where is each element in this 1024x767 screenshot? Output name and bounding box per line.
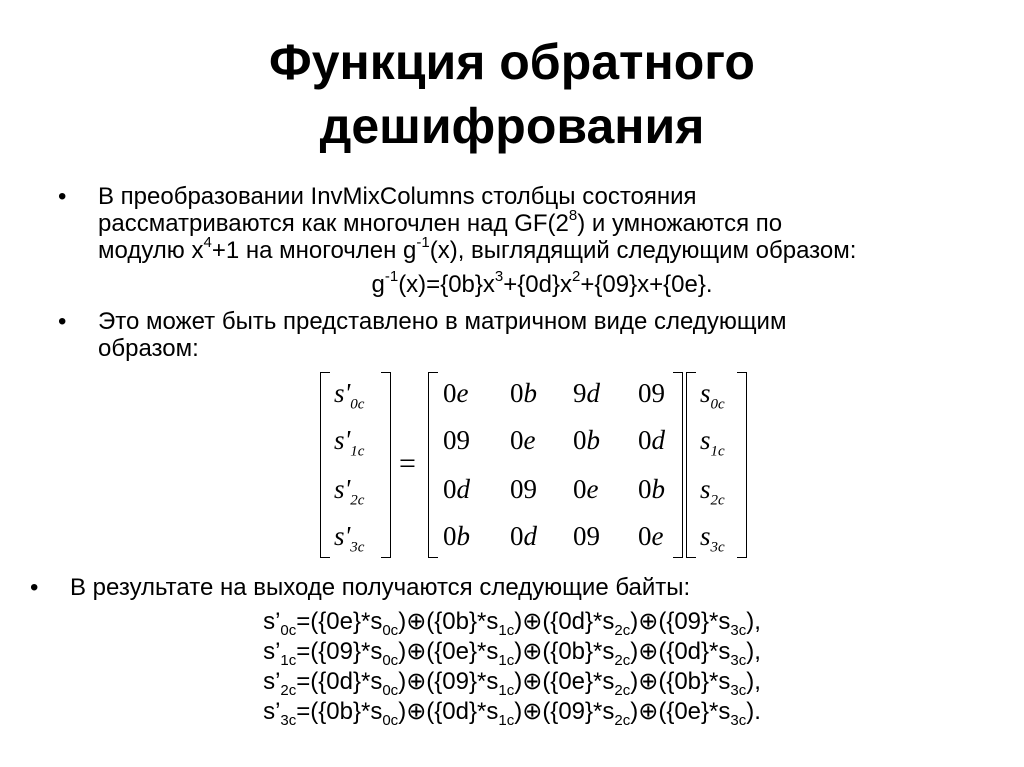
bullet-3-text: В результате на выходе получаются следующие байты: bbox=[70, 574, 691, 601]
subscript: 3c bbox=[730, 681, 747, 699]
rhs-vector-entry: $s_{1c}$ bbox=[700, 425, 725, 460]
equation-term: ({0e}*s bbox=[310, 608, 383, 635]
subscript: 2c bbox=[614, 711, 631, 729]
matrix-right-bracket bbox=[673, 372, 683, 558]
bullet-dot: • bbox=[30, 574, 39, 601]
formula-part: +{09}x+{0e}. bbox=[580, 271, 713, 298]
equation-lhs: s’ bbox=[263, 698, 281, 725]
subscript: 1c bbox=[498, 621, 515, 639]
equation-term: ) bbox=[630, 638, 639, 665]
equation-lhs: s’ bbox=[263, 608, 281, 635]
xor-symbol: ⊕ bbox=[638, 698, 659, 725]
subscript: 3c bbox=[280, 711, 297, 729]
slide-title bbox=[0, 30, 1024, 158]
equation-term: ({09}*s bbox=[542, 698, 615, 725]
superscript: 2 bbox=[572, 268, 581, 285]
equation-term: ({0d}*s bbox=[658, 638, 731, 665]
superscript: 3 bbox=[494, 268, 504, 285]
equals-symbol: = bbox=[296, 608, 311, 635]
matrix-coefficient: 0d bbox=[510, 521, 537, 551]
subscript: 0c bbox=[280, 621, 297, 639]
matrix-coefficient: 0e bbox=[638, 521, 664, 551]
matrix-right-bracket bbox=[381, 372, 391, 558]
bullet-2-line-1: Это может быть представлено в матричном виде следующим bbox=[98, 308, 787, 335]
equation-term: ) bbox=[398, 638, 407, 665]
rhs-vector-entry: $s_{0c}$ bbox=[700, 378, 725, 413]
subscript: 2c bbox=[614, 621, 631, 639]
equation-term: ({0e}*s bbox=[426, 638, 499, 665]
xor-symbol: ⊕ bbox=[638, 668, 659, 695]
equation-term: ) bbox=[630, 608, 639, 635]
equation-term: ({0e}*s bbox=[542, 668, 615, 695]
superscript: -1 bbox=[384, 268, 399, 285]
xor-symbol: ⊕ bbox=[406, 698, 427, 725]
equation-term: ({0b}*s bbox=[310, 698, 383, 725]
output-equation bbox=[0, 697, 1024, 727]
matrix-coefficient: 0b bbox=[443, 521, 470, 551]
equation-term: ({0b}*s bbox=[658, 668, 731, 695]
matrix-coefficient: 0d bbox=[443, 474, 470, 504]
formula-part: g bbox=[371, 271, 385, 298]
equation-term: ) bbox=[398, 698, 407, 725]
text-part: +1 на многочлен g bbox=[211, 237, 417, 264]
subscript: 3c bbox=[730, 621, 747, 639]
rhs-vector-entry: $s_{3c}$ bbox=[700, 521, 725, 556]
matrix-coefficient: 0e bbox=[443, 378, 469, 408]
subscript: 1c bbox=[498, 651, 515, 669]
output-equation bbox=[0, 667, 1024, 697]
subscript: 0c bbox=[382, 621, 399, 639]
bullet-2-text bbox=[98, 308, 786, 362]
matrix-coefficient: 0d bbox=[638, 425, 665, 455]
subscript: 2c bbox=[614, 681, 631, 699]
lhs-vector-entry: $s'_{0c}$ bbox=[334, 378, 365, 413]
equation-term: ({0b}*s bbox=[426, 608, 499, 635]
output-equation bbox=[0, 607, 1024, 637]
xor-symbol: ⊕ bbox=[522, 698, 543, 725]
subscript: 0c bbox=[382, 681, 399, 699]
text-part: рассматриваются как многочлен над GF(2 bbox=[98, 210, 569, 237]
equation-lhs: s’ bbox=[263, 638, 281, 665]
equation-term: ({09}*s bbox=[426, 668, 499, 695]
bullet-2-line-2: образом: bbox=[98, 335, 199, 362]
matrix-coefficient: 09 bbox=[573, 521, 600, 551]
formula-part: +{0d}x bbox=[503, 271, 573, 298]
formula-part: (x)={0b}x bbox=[398, 271, 495, 298]
equals-symbol: = bbox=[296, 668, 311, 695]
matrix-coefficient: 0b bbox=[573, 425, 600, 455]
subscript: 0c bbox=[382, 651, 399, 669]
title-line-1: Функция обратного bbox=[269, 34, 755, 90]
matrix-coefficient: 09 bbox=[443, 425, 470, 455]
matrix-coefficient: 9d bbox=[573, 378, 600, 408]
equation-term: ), bbox=[746, 608, 761, 635]
equation-term: ({0b}*s bbox=[542, 638, 615, 665]
bullet-dot: • bbox=[58, 308, 67, 335]
subscript: 0c bbox=[382, 711, 399, 729]
subscript: 3c bbox=[730, 711, 747, 729]
matrix-coefficient: 09 bbox=[638, 378, 665, 408]
matrix-left-bracket bbox=[320, 372, 330, 558]
xor-symbol: ⊕ bbox=[406, 638, 427, 665]
bullet-1-text bbox=[98, 183, 856, 264]
equation-term: ({09}*s bbox=[658, 608, 731, 635]
superscript: -1 bbox=[416, 234, 430, 251]
equation-term: ({0d}*s bbox=[426, 698, 499, 725]
matrix-left-bracket bbox=[428, 372, 438, 558]
equation-term: ({09}*s bbox=[310, 638, 383, 665]
matrix-coefficient: 0e bbox=[573, 474, 599, 504]
subscript: 3c bbox=[730, 651, 747, 669]
equation-term: ({0d}*s bbox=[310, 668, 383, 695]
equals-symbol: = bbox=[296, 698, 311, 725]
xor-symbol: ⊕ bbox=[406, 608, 427, 635]
equation-term: ({0d}*s bbox=[542, 608, 615, 635]
subscript: 2c bbox=[614, 651, 631, 669]
lhs-vector-entry: $s'_{2c}$ bbox=[334, 474, 365, 509]
equation-term: ) bbox=[514, 698, 523, 725]
lhs-vector-entry: $s'_{1c}$ bbox=[334, 425, 365, 460]
xor-symbol: ⊕ bbox=[522, 668, 543, 695]
matrix-coefficient: 0b bbox=[510, 378, 537, 408]
subscript: 1c bbox=[498, 681, 515, 699]
title-line-2: дешифрования bbox=[319, 98, 705, 154]
subscript: 1c bbox=[280, 651, 297, 669]
bullet-dot: • bbox=[58, 183, 67, 210]
bullet-1-line-3 bbox=[98, 234, 857, 264]
xor-symbol: ⊕ bbox=[522, 608, 543, 635]
equation-term: ) bbox=[514, 608, 523, 635]
matrix-coefficient: 09 bbox=[510, 474, 537, 504]
equation-term: ) bbox=[514, 638, 523, 665]
text-part: ) и умножаются по bbox=[577, 210, 783, 237]
matrix-coefficient: 0e bbox=[510, 425, 536, 455]
text-part: (x), выглядящий следующим образом: bbox=[429, 237, 857, 264]
bullet-1-line-1: В преобразовании InvMixColumns столбцы состояния bbox=[98, 183, 697, 210]
equals-symbol: = bbox=[296, 638, 311, 665]
xor-symbol: ⊕ bbox=[638, 638, 659, 665]
equation-lhs: s’ bbox=[263, 668, 281, 695]
equation-term: ), bbox=[746, 638, 761, 665]
matrix-coefficient: 0b bbox=[638, 474, 665, 504]
xor-symbol: ⊕ bbox=[522, 638, 543, 665]
equation-term: ) bbox=[398, 668, 407, 695]
bullet-1-line-2 bbox=[98, 207, 856, 237]
matrix-left-bracket bbox=[686, 372, 696, 558]
xor-symbol: ⊕ bbox=[406, 668, 427, 695]
xor-symbol: ⊕ bbox=[638, 608, 659, 635]
inverse-polynomial-formula bbox=[30, 268, 1024, 298]
subscript: 2c bbox=[280, 681, 297, 699]
equals-sign: = bbox=[399, 447, 416, 480]
equation-term: ), bbox=[746, 668, 761, 695]
rhs-vector-entry: $s_{2c}$ bbox=[700, 474, 725, 509]
equation-term: ({0e}*s bbox=[658, 698, 731, 725]
output-equation bbox=[0, 637, 1024, 667]
equation-term: ) bbox=[630, 698, 639, 725]
lhs-vector-entry: $s'_{3c}$ bbox=[334, 521, 365, 556]
output-byte-equations bbox=[0, 607, 1024, 727]
equation-term: ) bbox=[398, 608, 407, 635]
equation-term: ). bbox=[746, 698, 761, 725]
equation-term: ) bbox=[514, 668, 523, 695]
equation-term: ) bbox=[630, 668, 639, 695]
matrix-right-bracket bbox=[737, 372, 747, 558]
text-part: модулю x bbox=[98, 237, 204, 264]
superscript: 4 bbox=[203, 234, 212, 251]
superscript: 8 bbox=[568, 207, 578, 224]
subscript: 1c bbox=[498, 711, 515, 729]
